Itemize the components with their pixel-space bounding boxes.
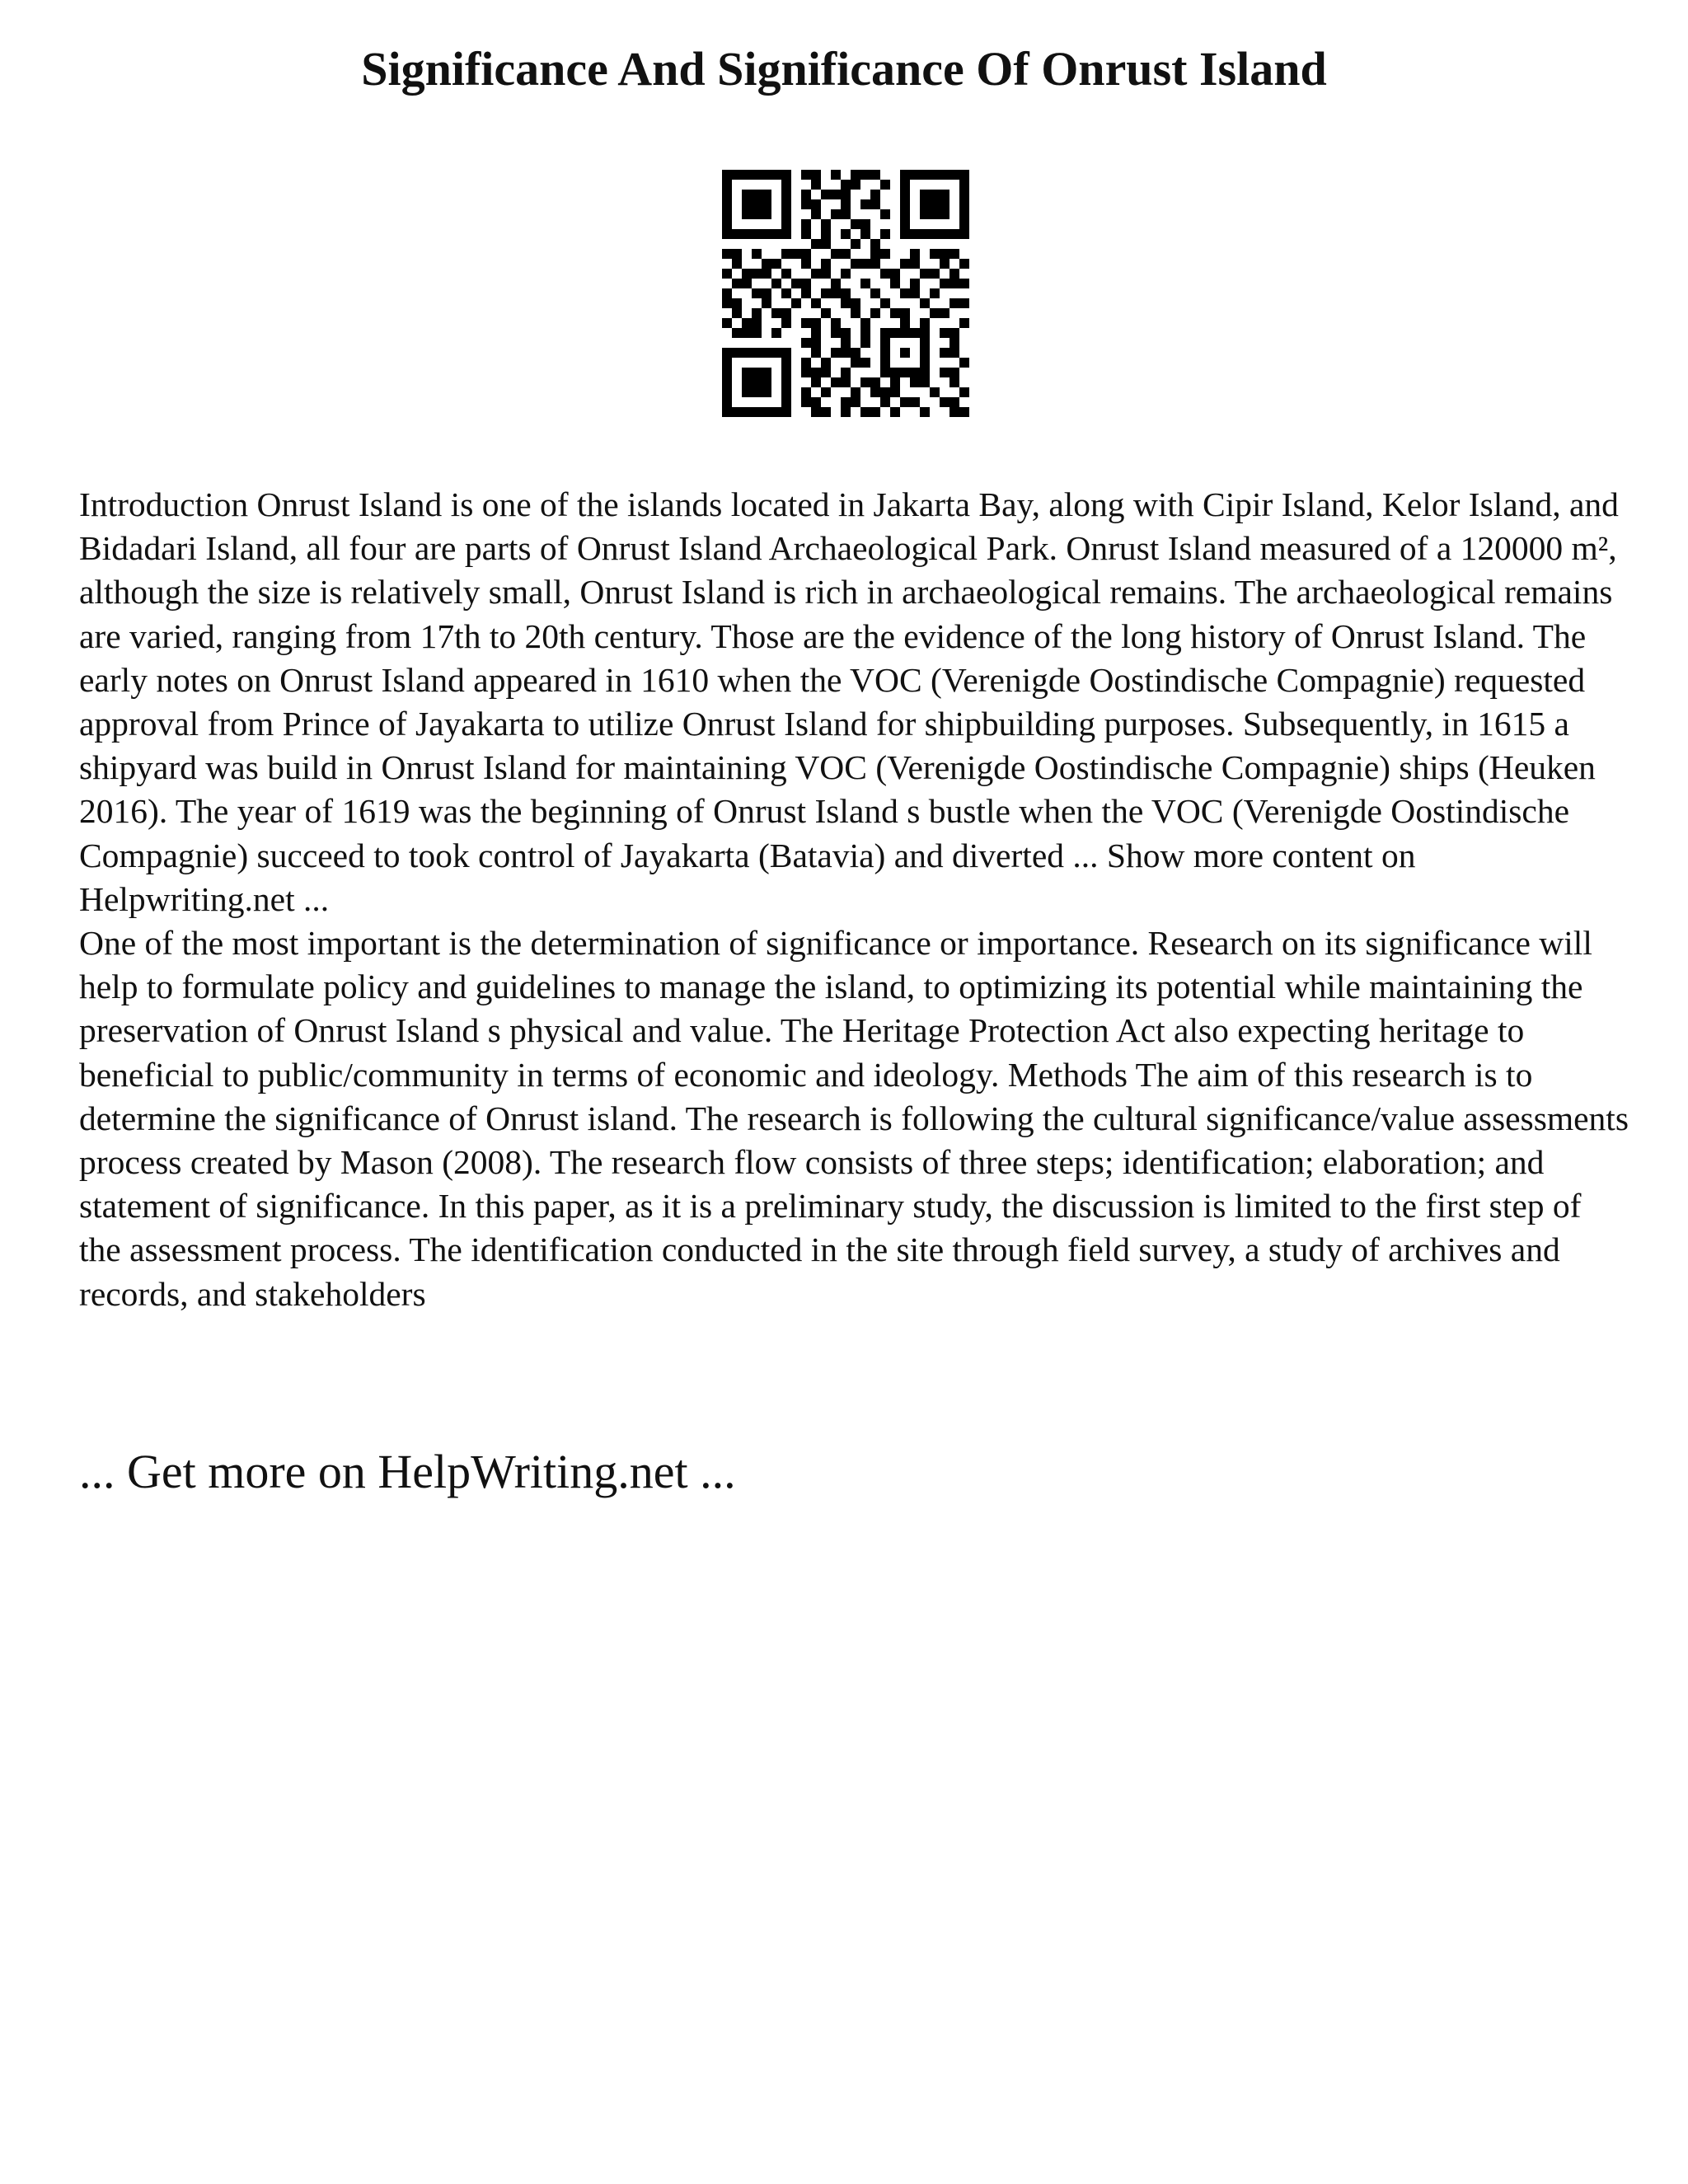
article-body [79, 483, 1629, 1316]
paragraph-introduction: Introduction Onrust Island is one of the islands located in Jakarta Bay, along with Cipir Island, Kelor Island, and Bidadari Island, all four are parts of Onrust Island Archaeological Park. Onrust Island measured of a 120000 m², although the size is relatively small, Onrust Island is rich in archaeological remains. The archaeological remains are varied, ranging from 17th to 20th century. Those are the evidence of the long history of Onrust Island. The early notes on Onrust Island appeared in 1610 when the VOC (Verenigde Oostindische Compagnie) requested approval from Prince of Jayakarta to utilize Onrust Island for shipbuilding purposes. Subsequently, in 1615 a shipyard was build in Onrust Island for maintaining VOC (Verenigde Oostindische Compagnie) ships (Heuken 2016). The year of 1619 was the beginning of Onrust Island s bustle when the VOC (Verenigde Oostindische Compagnie) succeed to took control of Jayakarta (Batavia) and diverted ... Show more content on Helpwriting.net ... [79, 485, 1619, 918]
qr-code-icon[interactable] [722, 170, 969, 417]
get-more-link[interactable]: ... Get more on HelpWriting.net ... [79, 1445, 736, 1498]
page-title: Significance And Significance Of Onrust Island [361, 42, 1327, 96]
paragraph-significance: One of the most important is the determination of significance or importance. Research on its significance will help to formulate policy and guidelines to manage the island, to optimizing its potential while maintaining the preservation of Onrust Island s physical and value. The Heritage Protection Act also expecting heritage to beneficial to public/community in terms of economic and ideology. Methods The aim of this research is to determine the significance of Onrust island. The research is following the cultural significance/value assessments process created by Mason (2008). The research flow consists of three steps; identification; elaboration; and statement of significance. In this paper, as it is a preliminary study, the discussion is limited to the first step of the assessment process. The identification conducted in the site through field survey, a study of archives and records, and stakeholders [79, 924, 1629, 1313]
